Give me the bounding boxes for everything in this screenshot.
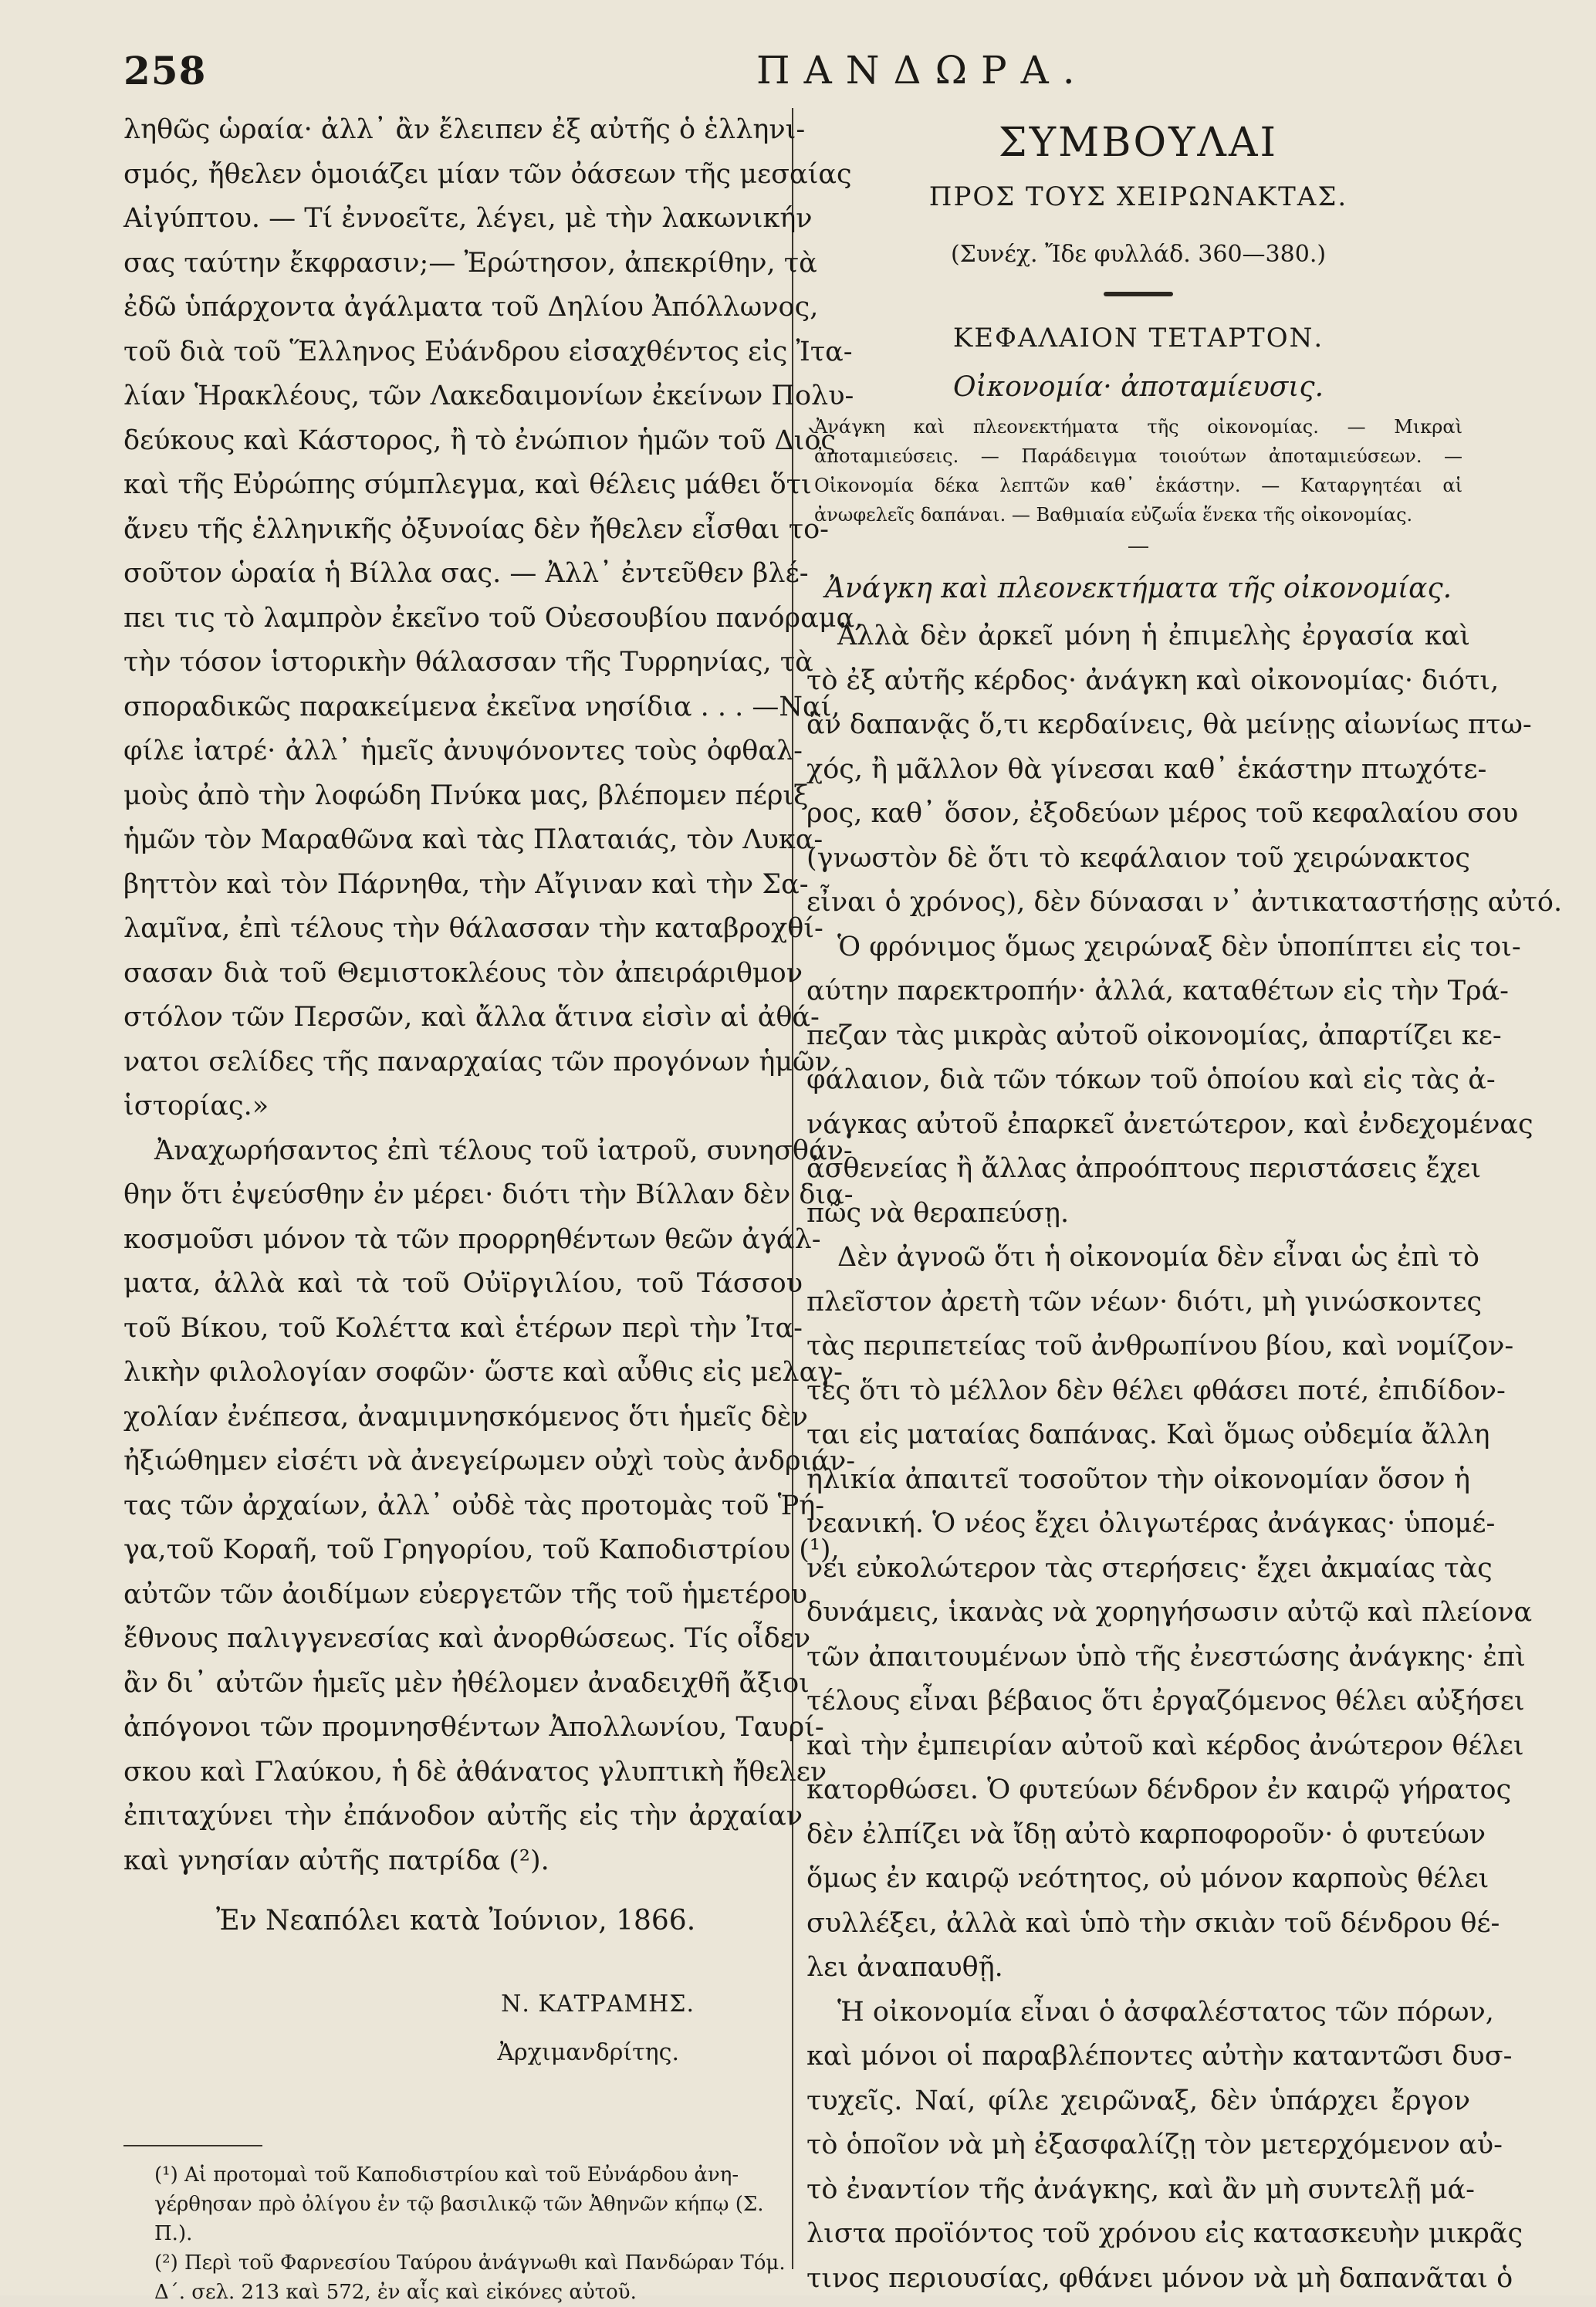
left-column-text: [123, 108, 864, 1883]
text-line: τὸ ἐξ αὐτῆς κέρδος· ἀνάγκη καὶ οἰκονομίας· διότι,: [806, 665, 1500, 696]
text-line: τὸ ὁποῖον νὰ μὴ ἐξασφαλίζῃ τὸν μετερχόμενον αὐ-: [806, 2129, 1503, 2160]
text-line: συλλέξει, ἀλλὰ καὶ ὑπὸ τὴν σκιὰν τοῦ δένδρου θέ-: [806, 1907, 1500, 1939]
text-line: ἐδῶ ὑπάρχοντα ἀγάλματα τοῦ Δηλίου Ἀπόλλωνος,: [123, 292, 819, 323]
ornament-rule: [1104, 292, 1173, 296]
text-line: ἡλικία ἀπαιτεῖ τοσοῦτον τὴν οἰκονομίαν ὅσον ἡ: [806, 1463, 1470, 1495]
text-line: ἠξιώθημεν εἰσέτι νὰ ἀνεγείρωμεν οὐχὶ τοὺς ἀνδριάν-: [123, 1446, 856, 1477]
footnote-line: Δ΄. σελ. 213 καὶ 572, ἐν αἷς καὶ εἰκόνες αὐτοῦ.: [154, 2280, 637, 2304]
text-line: Ὁ φρόνιμος ὅμως χειρώναξ δὲν ὑποπίπτει εἰς τοι-: [837, 931, 1521, 962]
text-line: δυνάμεις, ἱκανὰς νὰ χορηγήσωσιν αὐτῷ καὶ πλείονα: [806, 1597, 1533, 1628]
text-line: ὅμως ἐν καιρῷ νεότητος, οὐ μόνον καρποὺς θέλει: [806, 1863, 1489, 1894]
text-line: Δὲν ἀγνοῶ ὅτι ἡ οἰκονομία δὲν εἶναι ὡς ἐπὶ τὸ: [837, 1242, 1479, 1273]
text-line: ἀσθενείας ἢ ἄλλας ἀπροόπτους περιστάσεις ἔχει: [806, 1153, 1482, 1184]
text-line: τοῦ διὰ τοῦ Ἕλληνος Εὐάνδρου εἰσαχθέντος εἰς Ἰτα-: [123, 336, 853, 367]
footnotes: [123, 2160, 803, 2307]
text-line: Ἡ οἰκονομία εἶναι ὁ ἀσφαλέστατος τῶν πόρων,: [837, 1996, 1494, 2028]
text-line: χολίαν ἐνέπεσα, ἀναμιμνησκόμενος ὅτι ἡμεῖς δὲν: [123, 1401, 808, 1433]
page-number: 258: [123, 48, 207, 93]
short-rule: [1128, 546, 1148, 548]
article-title: ΣΥΜΒΟΥΛΑΙ: [998, 120, 1279, 166]
text-line: ται εἰς ματαίας δαπάνας. Καὶ ὅμως οὐδεμία ἄλλη: [806, 1419, 1490, 1450]
text-line: μοὺς ἀπὸ τὴν λοφώδη Πνύκα μας, βλέπομεν πέριξ: [123, 780, 809, 811]
signature-name: Ν. ΚΑΤΡΑΜΗΣ.: [501, 1990, 695, 2018]
text-line: κοσμοῦσι μόνον τὰ τῶν προρρηθέντων θεῶν ἀγάλ-: [123, 1223, 821, 1255]
text-line: σποραδικῶς παρακείμενα ἐκεῖνα νησίδια . . . —Ναί,: [123, 691, 840, 722]
text-line: φίλε ἰατρέ· ἀλλ᾽ ἡμεῖς ἀνυψόνοντες τοὺς ὀφθαλ-: [123, 736, 803, 766]
text-line: νατοι σελίδες τῆς παναρχαίας τῶν προγόνων ἡμῶν: [123, 1046, 831, 1077]
signature-title: Ἀρχιμανδρίτης.: [497, 2039, 679, 2066]
text-line: νει εὐκολώτερον τὰς στερήσεις· ἔχει ἀκμαίας τὰς: [806, 1552, 1493, 1584]
text-line: πῶς νὰ θεραπεύσῃ.: [806, 1197, 1070, 1229]
text-line: τὴν τόσον ἱστορικὴν θάλασσαν τῆς Τυρρηνίας, τὰ: [123, 647, 813, 678]
text-line: γα,τοῦ Κοραῆ, τοῦ Γρηγορίου, τοῦ Καποδιστρίου (¹),: [123, 1534, 840, 1565]
text-line: τας τῶν ἀρχαίων, ἀλλ᾽ οὐδὲ τὰς προτομὰς τοῦ Ῥή-: [123, 1490, 825, 1521]
text-line: πει τις τὸ λαμπρὸν ἐκεῖνο τοῦ Οὐεσουβίου πανόραμα,: [123, 602, 864, 634]
text-line: καὶ μόνοι οἱ παραβλέποντες αὐτὴν καταντῶσι δυσ-: [806, 2041, 1513, 2072]
text-line: λει ἀναπαυθῇ.: [806, 1952, 1003, 1983]
text-line: αύτην παρεκτροπήν· ἀλλά, καταθέτων εἰς τὴν Τρά-: [806, 976, 1509, 1006]
text-line: πεζαν τὰς μικρὰς αὐτοῦ οἰκονομίας, ἀπαρτίζει κε-: [806, 1020, 1502, 1051]
text-line: σας ταύτην ἔκφρασιν;— Ἐρώτησον, ἀπεκρίθην, τὰ: [123, 247, 817, 279]
text-line: ἂν δαπανᾷς ὅ,τι κερδαίνεις, θὰ μείνῃς αἰωνίως πτω-: [806, 709, 1532, 740]
chapter-subtitle: Οἰκονομία· ἀποταμίευσις.: [952, 371, 1324, 403]
left-column: [123, 108, 864, 2307]
text-line: ἀπόγονοι τῶν προμνησθέντων Ἀπολλωνίου, Ταυρί-: [123, 1712, 824, 1743]
article-subtitle: ΠΡΟΣ ΤΟΥΣ ΧΕΙΡΩΝΑΚΤΑΣ.: [928, 181, 1348, 212]
text-line: βηττὸν καὶ τὸν Πάρνηθα, τὴν Αἴγιναν καὶ τὴν Σα-: [123, 868, 809, 900]
text-line: πλεῖστον ἀρετὴ τῶν νέων· διότι, μὴ γινώσκοντες: [806, 1286, 1483, 1318]
signature-block: [123, 1982, 803, 2075]
page-header: [123, 48, 1574, 102]
text-line: κατορθώσει. Ὁ φυτεύων δένδρον ἐν καιρῷ γήρατος: [806, 1774, 1512, 1805]
text-line: τες ὅτι τὸ μέλλον δὲν θέλει φθάσει ποτέ, ἐπιδίδον-: [806, 1375, 1506, 1406]
right-column-text: [806, 614, 1563, 2301]
text-line: τινος περιουσίας, φθάνει μόνον νὰ μὴ δαπανᾶται ὁ: [806, 2262, 1513, 2294]
text-line: σοῦτον ὡραία ἡ Βίλλα σας. — Ἀλλ᾽ ἐντεῦθεν βλέ-: [123, 558, 809, 589]
text-line: φάλαιον, διὰ τῶν τόκων τοῦ ὁποίου καὶ εἰς τὰς ἀ-: [806, 1064, 1496, 1095]
footnote-line: (²) Περὶ τοῦ Φαρνεσίου Ταύρου ἀνάγνωθι καὶ Πανδώραν Τόμ.: [154, 2251, 786, 2275]
footnote-line: γέρθησαν πρὸ ὀλίγου ἐν τῷ βασιλικῷ τῶν Ἀθηνῶν κήπῳ (Σ. Π.).: [154, 2192, 764, 2245]
footnote-line: (¹) Αἱ προτομαὶ τοῦ Καποδιστρίου καὶ τοῦ Εὐνάρδου ἀνη-: [154, 2163, 739, 2187]
right-column: [806, 108, 1563, 2301]
text-line: σμός, ἤθελεν ὁμοιάζει μίαν τῶν ὀάσεων τῆς μεσαίας: [123, 158, 852, 190]
text-line: ματα, ἀλλὰ καὶ τὰ τοῦ Οὐϊργιλίου, τοῦ Τάσσου: [123, 1268, 803, 1299]
text-line: Αἰγύπτου. — Τί ἐννοεῖτε, λέγει, μὲ τὴν λακωνικήν: [123, 203, 813, 234]
text-line: ληθῶς ὡραία· ἀλλ᾽ ἂν ἔλειπεν ἐξ αὐτῆς ὁ ἑλληνι-: [123, 114, 806, 145]
footnote-rule: [123, 2145, 262, 2146]
text-line: τοῦ Βίκου, τοῦ Κολέττα καὶ ἑτέρων περὶ τὴν Ἰτα-: [123, 1312, 803, 1344]
text-line: (γνωστὸν δὲ ὅτι τὸ κεφάλαιον τοῦ χειρώνακτος: [806, 842, 1470, 874]
text-line: λικὴν φιλολογίαν σοφῶν· ὥστε καὶ αὖθις εἰς μελαγ-: [123, 1357, 843, 1388]
text-line: ἐπιταχύνει τὴν ἐπάνοδον αὐτῆς εἰς τὴν ἀρχαίαν: [123, 1801, 803, 1832]
text-line: σασαν διὰ τοῦ Θεμιστοκλέους τὸν ἀπειράριθμον: [123, 957, 803, 989]
text-line: χός, ἢ μᾶλλον θὰ γίνεσαι καθ᾽ ἑκάστην πτωχότε-: [806, 753, 1487, 785]
text-line: ἄνευ τῆς ἑλληνικῆς ὀξυνοίας δὲν ἤθελεν εἶσθαι το-: [123, 513, 829, 545]
continuation-note: (Συνέχ. Ἴδε φυλλάδ. 360—380.): [950, 241, 1327, 268]
text-line: σκου καὶ Γλαύκου, ἡ δὲ ἀθάνατος γλυπτικὴ ἤθελεν: [123, 1756, 827, 1788]
text-line: τέλους εἶναι βέβαιος ὅτι ἐργαζόμενος θέλει αὐξήσει: [806, 1686, 1525, 1717]
text-line: θην ὅτι ἐψεύσθην ἐν μέρει· διότι τὴν Βίλλαν δὲν δια-: [123, 1179, 854, 1210]
chapter-summary: Ἀνάγκη καὶ πλεονεκτήματα τῆς οἰκονομίας. — Μικραὶ ἀποταμιεύσεις. — Παράδειγμα τοιούτων ἀποταμιεύσεων. — Οἰκονομία δέκα λεπτῶν καθ᾽ ἑκάστην. — Καταργητέαι αἱ ἀνωφελεῖς δαπάναι. — Βαθμιαία εὐζωΐα ἕνεκα τῆς οἰκονομίας.: [814, 416, 1462, 526]
text-line: τὰς περιπετείας τοῦ ἀνθρωπίνου βίου, καὶ νομίζον-: [806, 1331, 1514, 1362]
text-line: τυχεῖς. Ναί, φίλε χειρῶναξ, δὲν ὑπάρχει ἔργον: [806, 2085, 1470, 2116]
text-line: στόλον τῶν Περσῶν, καὶ ἄλλα ἅτινα εἰσὶν αἱ ἀθά-: [123, 1002, 820, 1033]
text-line: Ἀναχωρήσαντος ἐπὶ τέλους τοῦ ἰατροῦ, συνησθάν-: [154, 1135, 853, 1166]
text-line: ἔθνους παλιγγενεσίας καὶ ἀνορθώσεως. Τίς οἶδεν: [123, 1623, 811, 1654]
text-line: καὶ γνησίαν αὐτῆς πατρίδα (²).: [123, 1845, 549, 1876]
text-line: δὲν ἐλπίζει νὰ ἴδῃ αὐτὸ καρποφοροῦν· ὁ φυτεύων: [806, 1818, 1486, 1850]
text-line: λαμῖνα, ἐπὶ τέλους τὴν θάλασσαν τὴν καταβροχθί-: [123, 913, 823, 944]
chapter-heading: ΚΕΦΑΛΑΙΟΝ ΤΕΤΑΡΤΟΝ.: [952, 323, 1324, 353]
text-line: νεανική. Ὁ νέος ἔχει ὀλιγωτέρας ἀνάγκας· ὑπομέ-: [806, 1508, 1496, 1539]
text-line: ἡμῶν τὸν Μαραθῶνα καὶ τὰς Πλαταιάς, τὸν Λυκα-: [123, 824, 823, 855]
text-line: αὐτῶν τῶν ἀοιδίμων εὐεργετῶν τῆς τοῦ ἡμετέρου: [123, 1578, 808, 1610]
text-line: τὸ ἐναντίον τῆς ἀνάγκης, καὶ ἂν μὴ συντελῇ μά-: [806, 2173, 1475, 2205]
text-line: ἂν δι᾽ αὐτῶν ἡμεῖς μὲν ἠθέλομεν ἀναδειχθῆ ἄξιοι: [123, 1667, 810, 1699]
text-line: τῶν ἀπαιτουμένων ὑπὸ τῆς ἐνεστώσης ἀνάγκης· ἐπὶ: [806, 1641, 1526, 1673]
section-heading: Ἀνάγκη καὶ πλεονεκτήματα τῆς οἰκονομίας.: [824, 573, 1452, 604]
text-line: λίαν Ἡρακλέους, τῶν Λακεδαιμονίων ἐκείνων Πολυ-: [123, 381, 854, 411]
journal-title: ΠΑΝΔΩΡΑ.: [756, 48, 1089, 93]
text-line: δεύκους καὶ Κάστορος, ἢ τὸ ἐνώπιον ἡμῶν τοῦ Διὸς: [123, 425, 837, 456]
text-line: καὶ τῆς Εὐρώπης σύμπλεγμα, καὶ θέλεις μάθει ὅτι: [123, 469, 812, 500]
text-line: εἶναι ὁ χρόνος), δὲν δύνασαι ν᾽ ἀντικαταστήσῃς αὐτό.: [806, 887, 1563, 918]
text-line: λιστα προϊόντος τοῦ χρόνου εἰς κατασκευὴν μικρᾶς: [806, 2218, 1523, 2249]
text-line: Ἀλλὰ δὲν ἀρκεῖ μόνη ἡ ἐπιμελὴς ἐργασία καὶ: [837, 621, 1470, 651]
text-line: ἱστορίας.»: [123, 1091, 269, 1121]
text-line: νάγκας αὐτοῦ ἐπαρκεῖ ἀνετώτερον, καὶ ἐνδεχομένας: [806, 1108, 1533, 1140]
text-line: ρος, καθ᾽ ὅσον, ἐξοδεύων μέρος τοῦ κεφαλαίου σου: [806, 798, 1519, 829]
dateline: Ἐν Νεαπόλει κατὰ Ἰούνιον, 1866.: [216, 1905, 696, 1937]
text-line: καὶ τὴν ἐμπειρίαν αὐτοῦ καὶ κέρδος ἀνώτερον θέλει: [806, 1730, 1524, 1761]
